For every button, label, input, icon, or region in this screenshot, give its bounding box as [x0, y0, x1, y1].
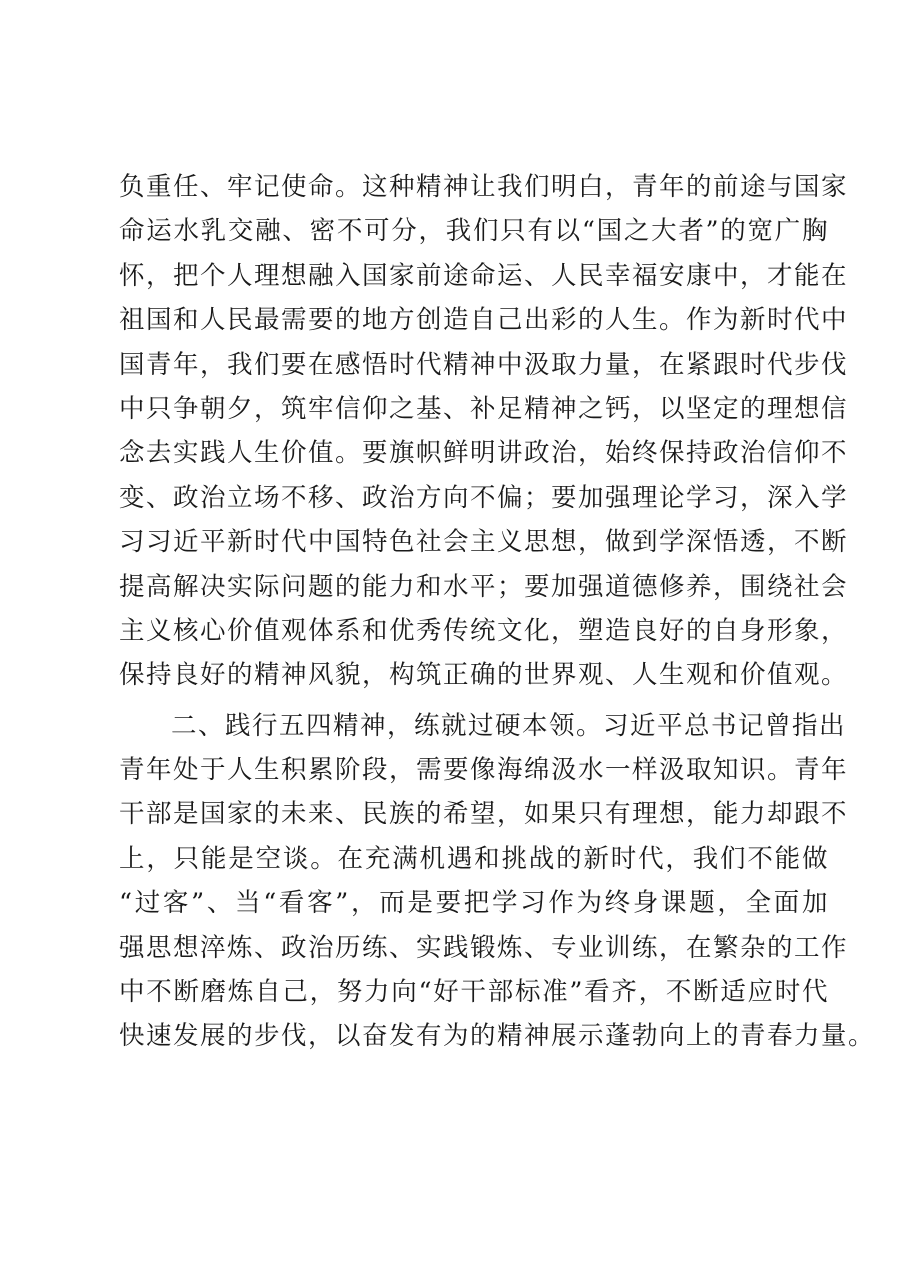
text-line: 主义核心价值观体系和优秀传统文化，塑造良好的自身形象， — [119, 615, 849, 646]
text-line: 中不断磨炼自己，努力向“好干部标准”看齐，不断适应时代 — [119, 977, 829, 1008]
text-line: 命运水乳交融、密不可分，我们只有以“国之大者”的宽广胸 — [119, 216, 829, 247]
text-line: 中只争朝夕，筑牢信仰之基、补足精神之钙，以坚定的理想信 — [119, 393, 849, 424]
text-line: 负重任、牢记使命。这种精神让我们明白，青年的前途与国家 — [119, 172, 849, 202]
text-line: 怀，把个人理想融入国家前途命运、人民幸福安康中，才能在 — [119, 260, 849, 291]
text-line: “过客”、当“看客”，而是要把学习作为终身课题，全面加 — [119, 888, 829, 919]
text-line: 提高解决实际问题的能力和水平；要加强道德修养，围绕社会 — [119, 571, 849, 602]
paragraph-1 — [119, 165, 849, 698]
text-line: 二、践行五四精神，练就过硬本领。习近平总书记曾指出 — [171, 710, 847, 741]
text-line: 快速发展的步伐，以奋发有为的精神展示蓬勃向上的青春力量。 — [119, 1021, 876, 1052]
text-line: 干部是国家的未来、民族的希望，如果只有理想，能力却跟不 — [119, 799, 849, 830]
paragraph-2 — [119, 704, 876, 1059]
text-line: 祖国和人民最需要的地方创造自己出彩的人生。作为新时代中 — [119, 305, 849, 336]
text-line: 保持良好的精神风貌，构筑正确的世界观、人生观和价值观。 — [119, 660, 849, 691]
text-line: 国青年，我们要在感悟时代精神中汲取力量，在紧跟时代步伐 — [119, 349, 849, 380]
text-line: 习习近平新时代中国特色社会主义思想，做到学深悟透，不断 — [119, 527, 849, 558]
text-line: 变、政治立场不移、政治方向不偏；要加强理论学习，深入学 — [119, 482, 849, 513]
text-line: 强思想淬炼、政治历练、实践锻炼、专业训练，在繁杂的工作 — [119, 932, 849, 963]
text-line: 青年处于人生积累阶段，需要像海绵汲水一样汲取知识。青年 — [119, 755, 849, 786]
document-body — [119, 165, 876, 1059]
text-line: 上，只能是空谈。在充满机遇和挑战的新时代，我们不能做 — [119, 843, 829, 874]
text-line: 念去实践人生价值。要旗帜鲜明讲政治，始终保持政治信仰不 — [119, 438, 849, 469]
